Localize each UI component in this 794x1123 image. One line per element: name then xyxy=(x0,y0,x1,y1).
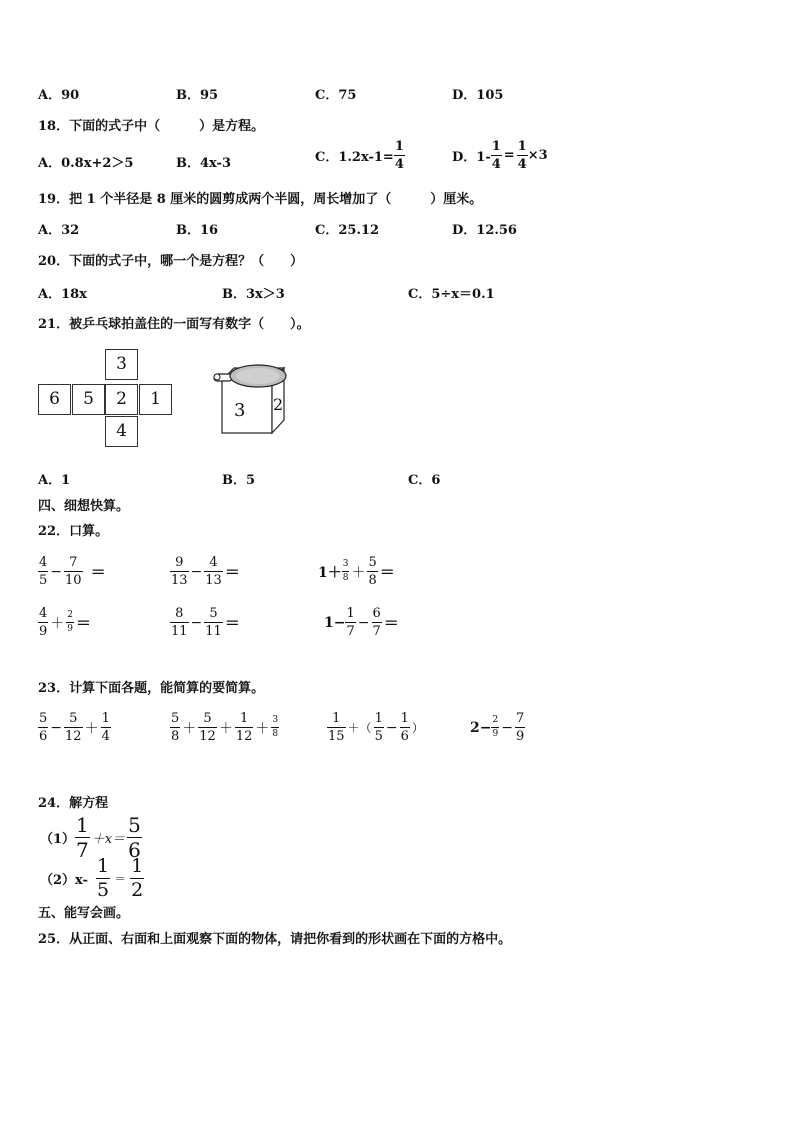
q21-stem: 21．被乒乓球拍盖住的一面写有数字（ ）。 xyxy=(38,317,310,332)
q25-stem: 25．从正面、右面和上面观察下面的物体，请把你看到的形状画在下面的方格中。 xyxy=(38,932,512,947)
q18-option-c xyxy=(315,140,405,171)
q23-expr-2: $\frac{5}{8}$ ＋ $\frac{5}{12}$ ＋ $\frac{1}{12}$ ＋ $\frac{3}{8}$ xyxy=(171,711,279,744)
net-face-far-left: 6 xyxy=(38,384,71,415)
q18-d-equals: = xyxy=(503,148,515,163)
net-face-bottom: 4 xyxy=(105,416,138,447)
section-4-heading: 四、细想快算。 xyxy=(38,499,130,514)
q20-option-b: B．3x＞3 xyxy=(222,287,285,302)
q22-r2c3: 1− $\frac{1}{7}$ − $\frac{6}{7}$ ＝ xyxy=(324,606,399,639)
q19-stem: 19．把 1 个半径是 8 厘米的圆剪成两个半圆，周长增加了（ ）厘米。 xyxy=(38,192,483,207)
net-face-center: 2 xyxy=(105,384,138,415)
q20-option-c: C．5÷x＝0.1 xyxy=(408,287,495,302)
q21-option-c: C．6 xyxy=(408,473,441,488)
q17-option-c: C．75 xyxy=(315,88,357,103)
cube-front-number: 3 xyxy=(234,400,246,421)
q19-option-c: C．25.12 xyxy=(315,223,380,238)
q18-d-prefix: D．1- xyxy=(452,150,491,165)
q23-expr-1: $\frac{5}{6}$ − $\frac{5}{12}$ ＋ $\frac{1}{4}$ xyxy=(39,711,110,744)
q18-stem: 18．下面的式子中（ ）是方程。 xyxy=(38,119,265,134)
q21-option-b: B．5 xyxy=(222,473,256,488)
q18-d-fraction-2: $\frac{1}{4}$ xyxy=(517,139,527,172)
q17-option-d: D．105 xyxy=(452,88,504,103)
q22-r2c1: $\frac{4}{9}$ ＋ $\frac{2}{9}$ ＝ xyxy=(39,606,92,639)
net-face-top: 3 xyxy=(105,349,138,380)
q19-option-b: B．16 xyxy=(176,223,219,238)
cube-with-paddle-figure xyxy=(212,360,292,436)
q24-stem: 24．解方程 xyxy=(38,796,109,811)
q22-r1c3: 1＋ $\frac{3}{8}$ ＋ $\frac{5}{8}$ ＝ xyxy=(318,555,395,588)
q18-c-fraction: $\frac{1}{4}$ xyxy=(394,139,404,172)
q23-expr-3: $\frac{1}{15}$ ＋（ $\frac{1}{5}$ − $\frac{1}{6}$ ） xyxy=(328,711,424,744)
q22-r1c1: $\frac{4}{5}$ − $\frac{7}{10}$ ＝ xyxy=(39,555,106,588)
q20-stem: 20．下面的式子中，哪一个是方程？（ ） xyxy=(38,254,304,269)
q18-option-d xyxy=(452,140,548,171)
cube-side-number: 2 xyxy=(273,395,284,414)
q24-part-1: （1） $\frac{1}{7}$ ＋x＝ $\frac{5}{6}$ xyxy=(40,813,141,862)
q22-stem: 22．口算。 xyxy=(38,524,109,539)
q18-option-a: A．0.8x+2＞5 xyxy=(38,156,134,171)
net-face-right: 1 xyxy=(139,384,172,415)
q19-option-a: A．32 xyxy=(38,223,80,238)
q17-option-b: B．95 xyxy=(176,88,219,103)
q23-expr-4: 2− $\frac{2}{9}$ − $\frac{7}{9}$ xyxy=(470,711,525,744)
section-5-heading: 五、能写会画。 xyxy=(38,906,130,921)
q17-option-a: A．90 xyxy=(38,88,80,103)
q23-stem: 23．计算下面各题，能简算的要简算。 xyxy=(38,681,265,696)
q20-option-a: A．18x xyxy=(38,287,87,302)
q18-c-prefix: C．1.2x-1= xyxy=(315,150,394,165)
q22-r1c2: $\frac{9}{13}$ − $\frac{4}{13}$ ＝ xyxy=(171,555,240,588)
q18-d-fraction-1: $\frac{1}{4}$ xyxy=(491,139,501,172)
q22-r2c2: $\frac{8}{11}$ − $\frac{5}{11}$ ＝ xyxy=(171,606,240,639)
q24-part-2: （2）x- $\frac{1}{5}$ ＝ $\frac{1}{2}$ xyxy=(40,855,144,901)
net-face-left: 5 xyxy=(72,384,105,415)
q19-option-d: D．12.56 xyxy=(452,223,517,238)
q18-option-b: B．4x-3 xyxy=(176,156,231,171)
q18-d-suffix: ×3 xyxy=(527,148,548,163)
q21-option-a: A．1 xyxy=(38,473,71,488)
